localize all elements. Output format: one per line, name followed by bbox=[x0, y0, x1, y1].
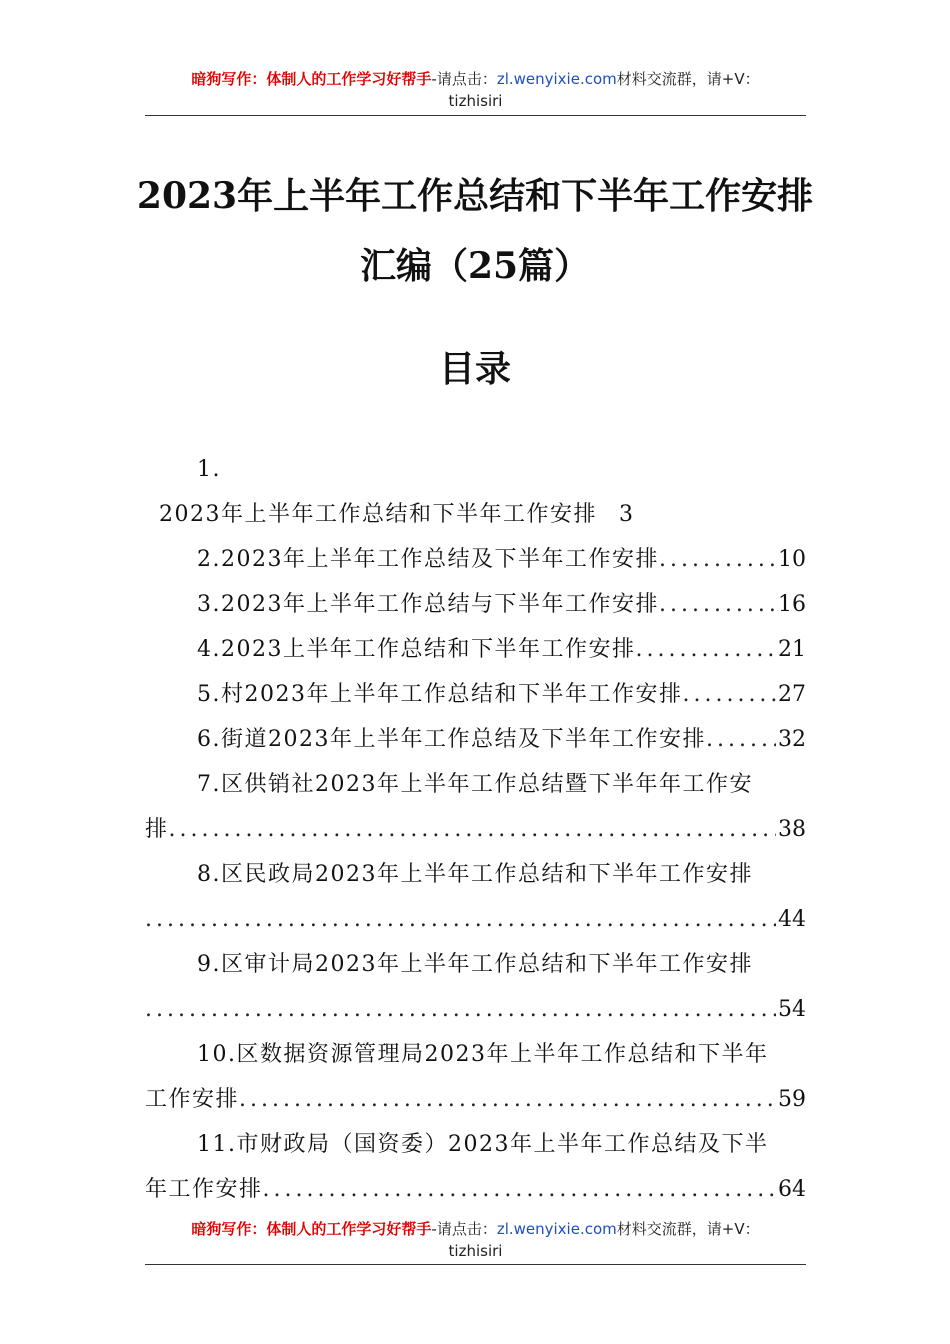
toc-entry-1-number: 1. bbox=[197, 457, 221, 482]
toc-leader-dots bbox=[263, 1167, 776, 1212]
header-link[interactable]: zl.wenyixie.com bbox=[496, 70, 617, 88]
footer-prompt: -请点击： bbox=[431, 1220, 497, 1238]
toc-entry-11-text: 11.市财政局（国资委）2023年上半年工作总结及下半 bbox=[197, 1132, 769, 1157]
toc-entry-2[interactable] bbox=[145, 537, 806, 582]
toc-entry-7-page: 38 bbox=[778, 817, 806, 842]
toc-leader-dots bbox=[169, 807, 776, 852]
footer-wechat-id: tizhisiri bbox=[448, 1242, 503, 1260]
toc-entry-5-page: 27 bbox=[778, 682, 806, 707]
toc-entry-6-page: 32 bbox=[778, 727, 806, 752]
toc-entry-7-continued[interactable] bbox=[145, 807, 806, 852]
header-wechat-id: tizhisiri bbox=[448, 92, 503, 110]
toc-entry-6[interactable] bbox=[145, 717, 806, 762]
toc-entry-2-page: 10 bbox=[778, 547, 806, 572]
toc-entry-1-number-line bbox=[145, 447, 806, 492]
toc-entry-11[interactable] bbox=[145, 1122, 806, 1167]
toc-leader-dots bbox=[706, 717, 776, 762]
toc-entry-8[interactable] bbox=[145, 852, 806, 897]
toc-entry-7-text: 7.区供销社2023年上半年工作总结暨下半年年工作安 bbox=[197, 772, 753, 797]
toc-entry-10-page: 59 bbox=[778, 1087, 806, 1112]
header-prompt: -请点击： bbox=[431, 70, 497, 88]
toc-entry-3-text: 3.2023年上半年工作总结与下半年工作安排 bbox=[197, 592, 659, 617]
toc-entry-8-text: 8.区民政局2023年上半年工作总结和下半年工作安排 bbox=[197, 862, 753, 887]
toc-entry-7-text-continued: 排 bbox=[145, 817, 169, 842]
toc-entry-3[interactable] bbox=[145, 582, 806, 627]
toc-entry-10-text: 10.区数据资源管理局2023年上半年工作总结和下半年 bbox=[197, 1042, 769, 1067]
header-divider bbox=[145, 115, 806, 116]
footer-link[interactable]: zl.wenyixie.com bbox=[496, 1220, 617, 1238]
toc-entry-11-page: 64 bbox=[778, 1177, 806, 1202]
footer-divider bbox=[145, 1264, 806, 1265]
toc-leader-dots bbox=[635, 627, 776, 672]
toc-leader-dots bbox=[682, 672, 776, 717]
toc-leader-dots bbox=[659, 582, 776, 627]
toc-entry-2-text: 2.2023年上半年工作总结及下半年工作安排 bbox=[197, 547, 659, 572]
toc-leader-dots bbox=[659, 537, 776, 582]
toc-entry-1[interactable] bbox=[145, 492, 806, 537]
toc-entry-1-page: 3 bbox=[619, 502, 633, 527]
toc-leader-dots bbox=[239, 1077, 776, 1122]
toc-entry-1-text: 2023年上半年工作总结和下半年工作安排 bbox=[159, 502, 597, 527]
toc-entry-10[interactable] bbox=[145, 1032, 806, 1077]
toc-leader-dots bbox=[145, 987, 776, 1032]
toc-entry-4-page: 21 bbox=[778, 637, 806, 662]
toc-entry-7[interactable] bbox=[145, 762, 806, 807]
toc-entry-9-continued[interactable] bbox=[145, 987, 806, 1032]
toc-entry-4-text: 4.2023上半年工作总结和下半年工作安排 bbox=[197, 637, 636, 662]
toc-entry-11-continued[interactable] bbox=[145, 1167, 806, 1212]
toc-leader-dots bbox=[145, 897, 776, 942]
toc-entry-5-text: 5.村2023年上半年工作总结和下半年工作安排 bbox=[197, 682, 683, 707]
header-brand: 暗狗写作：体制人的工作学习好帮手 bbox=[191, 70, 432, 88]
toc-heading: 目录 bbox=[438, 348, 511, 390]
toc-entry-10-text-continued: 工作安排 bbox=[145, 1087, 240, 1112]
toc-entry-6-text: 6.街道2023年上半年工作总结及下半年工作安排 bbox=[197, 727, 706, 752]
document-title-line2: 汇编（25篇） bbox=[359, 245, 591, 287]
footer-group-text: 材料交流群，请+V： bbox=[616, 1220, 760, 1238]
footer-banner bbox=[145, 1218, 806, 1262]
document-title-line1: 2023年上半年工作总结和下半年工作安排 bbox=[136, 175, 814, 217]
toc-entry-9-page: 54 bbox=[778, 997, 806, 1022]
toc-entry-5[interactable] bbox=[145, 672, 806, 717]
toc-entry-8-continued[interactable] bbox=[145, 897, 806, 942]
toc-entry-10-continued[interactable] bbox=[145, 1077, 806, 1122]
toc-entry-4[interactable] bbox=[145, 627, 806, 672]
toc-entry-3-page: 16 bbox=[778, 592, 806, 617]
toc-entry-9[interactable] bbox=[145, 942, 806, 987]
toc-entry-9-text: 9.区审计局2023年上半年工作总结和下半年工作安排 bbox=[197, 952, 753, 977]
table-of-contents bbox=[145, 447, 806, 1212]
footer-brand: 暗狗写作：体制人的工作学习好帮手 bbox=[191, 1220, 432, 1238]
header-group-text: 材料交流群，请+V： bbox=[616, 70, 760, 88]
toc-entry-11-text-continued: 年工作安排 bbox=[145, 1177, 263, 1202]
header-banner bbox=[145, 68, 806, 112]
toc-entry-8-page: 44 bbox=[778, 907, 806, 932]
